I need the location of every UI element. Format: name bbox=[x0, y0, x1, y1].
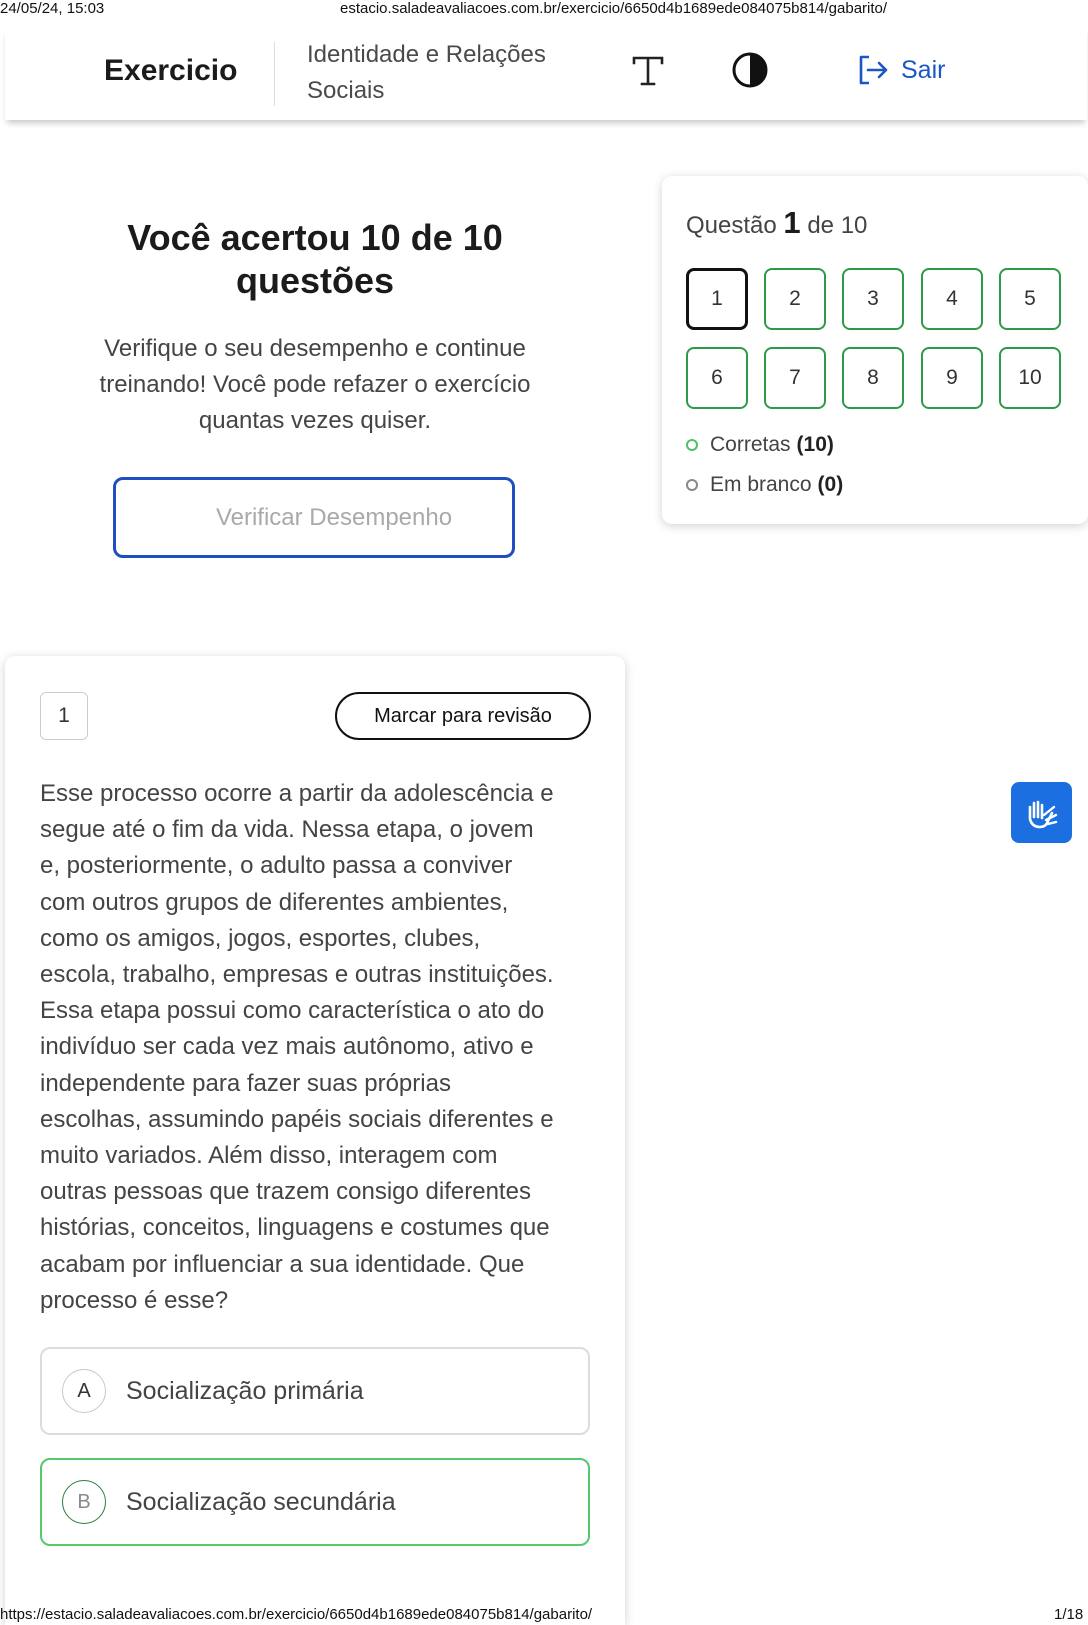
legend-correct bbox=[686, 433, 834, 457]
verify-performance-button[interactable]: Verificar Desempenho bbox=[113, 477, 515, 558]
option-text: Socialização primária bbox=[126, 1376, 364, 1405]
question-counter-suffix: de 10 bbox=[807, 212, 868, 239]
correct-dot-icon bbox=[686, 439, 698, 451]
option-text: Socialização secundária bbox=[126, 1487, 396, 1516]
result-title-line2: questões bbox=[235, 260, 395, 301]
question-nav-4[interactable]: 4 bbox=[921, 268, 983, 330]
mark-for-review-button[interactable]: Marcar para revisão bbox=[335, 692, 591, 740]
question-nav-3[interactable]: 3 bbox=[842, 268, 904, 330]
question-counter-current: 1 bbox=[783, 205, 801, 240]
subject-title bbox=[307, 37, 546, 109]
legend-blank-label: Em branco bbox=[710, 473, 812, 496]
text-size-icon[interactable] bbox=[628, 50, 668, 90]
legend-blank-count: (0) bbox=[817, 473, 844, 496]
question-counter bbox=[686, 205, 867, 241]
question-text-line: segue até o fim da vida. Nessa etapa, o jovem bbox=[40, 816, 534, 844]
sign-language-icon bbox=[1022, 793, 1062, 833]
question-nav-2[interactable]: 2 bbox=[764, 268, 826, 330]
question-text-line: escolhas, assumindo papéis sociais diferentes e bbox=[40, 1105, 554, 1133]
contrast-icon[interactable] bbox=[730, 50, 770, 90]
question-text-line: indivíduo ser cada vez mais autônomo, ativo e bbox=[40, 1033, 534, 1061]
option-a[interactable] bbox=[40, 1347, 590, 1435]
print-url: estacio.saladeavaliacoes.com.br/exercicio/6650d4b1689ede084075b814/gabarito/ bbox=[340, 0, 888, 17]
result-text-line2: treinando! Você pode refazer o exercício bbox=[99, 371, 531, 398]
question-text-line: como os amigos, jogos, esportes, clubes, bbox=[40, 924, 481, 952]
result-text-line1: Verifique o seu desempenho e continue bbox=[104, 335, 526, 362]
logout-icon bbox=[855, 52, 891, 88]
question-text-line: e, posteriormente, o adulto passa a conviver bbox=[40, 852, 513, 880]
subject-title-line2: Sociais bbox=[307, 77, 385, 104]
question-nav-5[interactable]: 5 bbox=[999, 268, 1061, 330]
question-text-line: com outros grupos de diferentes ambientes, bbox=[40, 888, 509, 916]
option-letter: B bbox=[62, 1480, 106, 1524]
question-nav-1[interactable]: 1 bbox=[686, 268, 748, 330]
question-text-line: acabam por influenciar a sua identidade. Que bbox=[40, 1250, 525, 1278]
option-b-correct[interactable] bbox=[40, 1458, 590, 1546]
logout-button[interactable] bbox=[855, 52, 945, 88]
question-text bbox=[40, 776, 600, 1319]
result-title-line1: Você acertou 10 de 10 bbox=[127, 217, 503, 258]
legend-blank bbox=[686, 473, 843, 497]
blank-dot-icon bbox=[686, 479, 698, 491]
print-page-number: 1/18 bbox=[1054, 1606, 1084, 1623]
legend-correct-label: Corretas bbox=[710, 433, 791, 456]
question-text-line: Essa etapa possui como característica o ato do bbox=[40, 997, 545, 1025]
question-counter-prefix: Questão bbox=[686, 212, 777, 239]
question-text-line: processo é esse? bbox=[40, 1286, 229, 1314]
result-description bbox=[45, 331, 585, 439]
question-nav-10[interactable]: 10 bbox=[999, 347, 1061, 409]
question-text-line: outras pessoas que trazem consigo diferentes bbox=[40, 1178, 531, 1206]
accessibility-widget-button[interactable] bbox=[1011, 782, 1072, 843]
question-text-line: histórias, conceitos, linguagens e costumes que bbox=[40, 1214, 550, 1242]
question-text-line: Esse processo ocorre a partir da adolescência e bbox=[40, 780, 554, 807]
legend-correct-count: (10) bbox=[796, 433, 834, 456]
question-text-line: escola, trabalho, empresas e outras instituições. bbox=[40, 961, 554, 989]
question-nav-7[interactable]: 7 bbox=[764, 347, 826, 409]
brand-title: Exercicio bbox=[104, 54, 238, 87]
question-nav-6[interactable]: 6 bbox=[686, 347, 748, 409]
logout-label: Sair bbox=[901, 55, 946, 84]
result-title bbox=[45, 216, 585, 302]
result-text-line3: quantas vezes quiser. bbox=[198, 407, 432, 434]
header-divider bbox=[274, 42, 275, 106]
question-nav-9[interactable]: 9 bbox=[921, 347, 983, 409]
subject-title-line1: Identidade e Relações bbox=[307, 41, 546, 68]
print-datetime: 24/05/24, 15:03 bbox=[0, 0, 105, 17]
question-number: 1 bbox=[40, 692, 88, 740]
question-text-line: independente para fazer suas próprias bbox=[40, 1069, 451, 1097]
option-letter: A bbox=[62, 1369, 106, 1413]
question-nav-8[interactable]: 8 bbox=[842, 347, 904, 409]
print-footer-url: https://estacio.saladeavaliacoes.com.br/exercicio/6650d4b1689ede084075b814/gabarito/ bbox=[0, 1606, 593, 1623]
question-text-line: muito variados. Além disso, interagem com bbox=[40, 1142, 498, 1170]
